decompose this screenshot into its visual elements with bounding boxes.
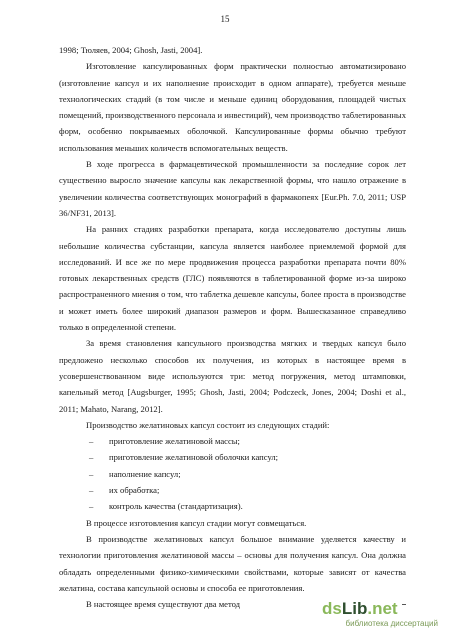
- paragraph: На ранних стадиях разработки препарата, когда исследователю доступны лишь небольшие количества субстанции, капсула является наиболее приемлемой формой для исследований. И все же по мере продвижения процесса разработки препарата почти 80% готовых лекарственных средств (ГЛС) появляются в таблетированной форме из-за широко распространенного мнения о том, что таблетка дешевле капсулы, более проста в производстве и может иметь более широкий диапазон размеров и форм. Вышесказанное справедливо только в определенной степени.: [59, 224, 406, 333]
- paragraph: 1998; Тюляев, 2004; Ghosh, Jasti, 2004].: [59, 45, 203, 55]
- paragraph: Изготовление капсулированных форм практически полностью автоматизировано (изготовление капсул и их наполнение происходит в одном аппарате), требуется меньше технологических стадий (в том числе и меньше единиц оборудования, площадей чистых помещений, производственного персонала и инвестиций), чем производство таблетированных форм, особенно покрываемых оболочкой. Капсулированные формы обычно требуют использования меньших количеств вспомогательных веществ.: [59, 61, 406, 153]
- list-item: [89, 466, 406, 482]
- logo-part-lib: Lib: [341, 599, 368, 618]
- paragraph: В настоящее время существуют два метод: [86, 599, 241, 610]
- stage-list: [59, 433, 406, 514]
- watermark-tagline: библиотека диссертаций: [345, 619, 438, 628]
- page-number: 15: [220, 14, 230, 24]
- paragraph: Производство желатиновых капсул состоит из следующих стадий:: [86, 419, 330, 430]
- paragraph: В производстве желатиновых капсул большое внимание уделяется качеству и технологии приготовления желатиновой массы – основы для получения капсул. Она должна обладать определенными физико-химическими свойствами, которые зависят от качества желатина, состава капсульной основы и способа ее приготовления.: [59, 533, 406, 593]
- svg-text:dsLib.net: [322, 599, 398, 618]
- logo-part-ds: ds: [322, 599, 342, 618]
- body-text: [59, 42, 406, 612]
- list-item-text: приготовление желатиновой оболочки капсул;: [109, 452, 279, 463]
- dslib-watermark: [320, 597, 438, 631]
- list-item: [89, 498, 406, 514]
- dash-bullet: –: [89, 501, 94, 512]
- dash-bullet: –: [89, 452, 94, 463]
- paragraph: За время становления капсульного производства мягких и твердых капсул было предложено несколько способов их получения, из которых в настоящее время в усовершенствованном виде используются три: метод погружения, метод штамповки, капельный метод [Augsburger, 1995; Ghosh, Jasti, 2004; Podczeck, Jones, 2004; Doshi et al., 2011; Mahato, Narang, 2012].: [59, 338, 406, 414]
- list-item: [89, 449, 406, 465]
- list-item-text: их обработка;: [109, 485, 160, 496]
- dash-bullet: –: [89, 485, 94, 496]
- list-item: [89, 482, 406, 498]
- list-item-text: контроль качества (стандартизация).: [109, 501, 243, 512]
- paragraph: В ходе прогресса в фармацевтической промышленности за последние сорок лет существенно выросло значение капсулы как лекарственной формы, что нашло отражение в увеличении количества соответствующих монографий в фармакопеях [Eur.Ph. 7.0, 2011; USP 36/NF31, 2013].: [59, 159, 406, 218]
- list-item-text: приготовление желатиновой массы;: [109, 436, 240, 447]
- list-item-text: наполнение капсул;: [109, 468, 181, 479]
- list-item: [89, 433, 406, 449]
- paragraph: В процессе изготовления капсул стадии могут совмещаться.: [86, 517, 307, 528]
- dash-bullet: –: [89, 468, 94, 479]
- dslib-logo: [320, 597, 438, 619]
- logo-part-net: .net: [367, 599, 398, 618]
- dash-bullet: –: [89, 436, 94, 447]
